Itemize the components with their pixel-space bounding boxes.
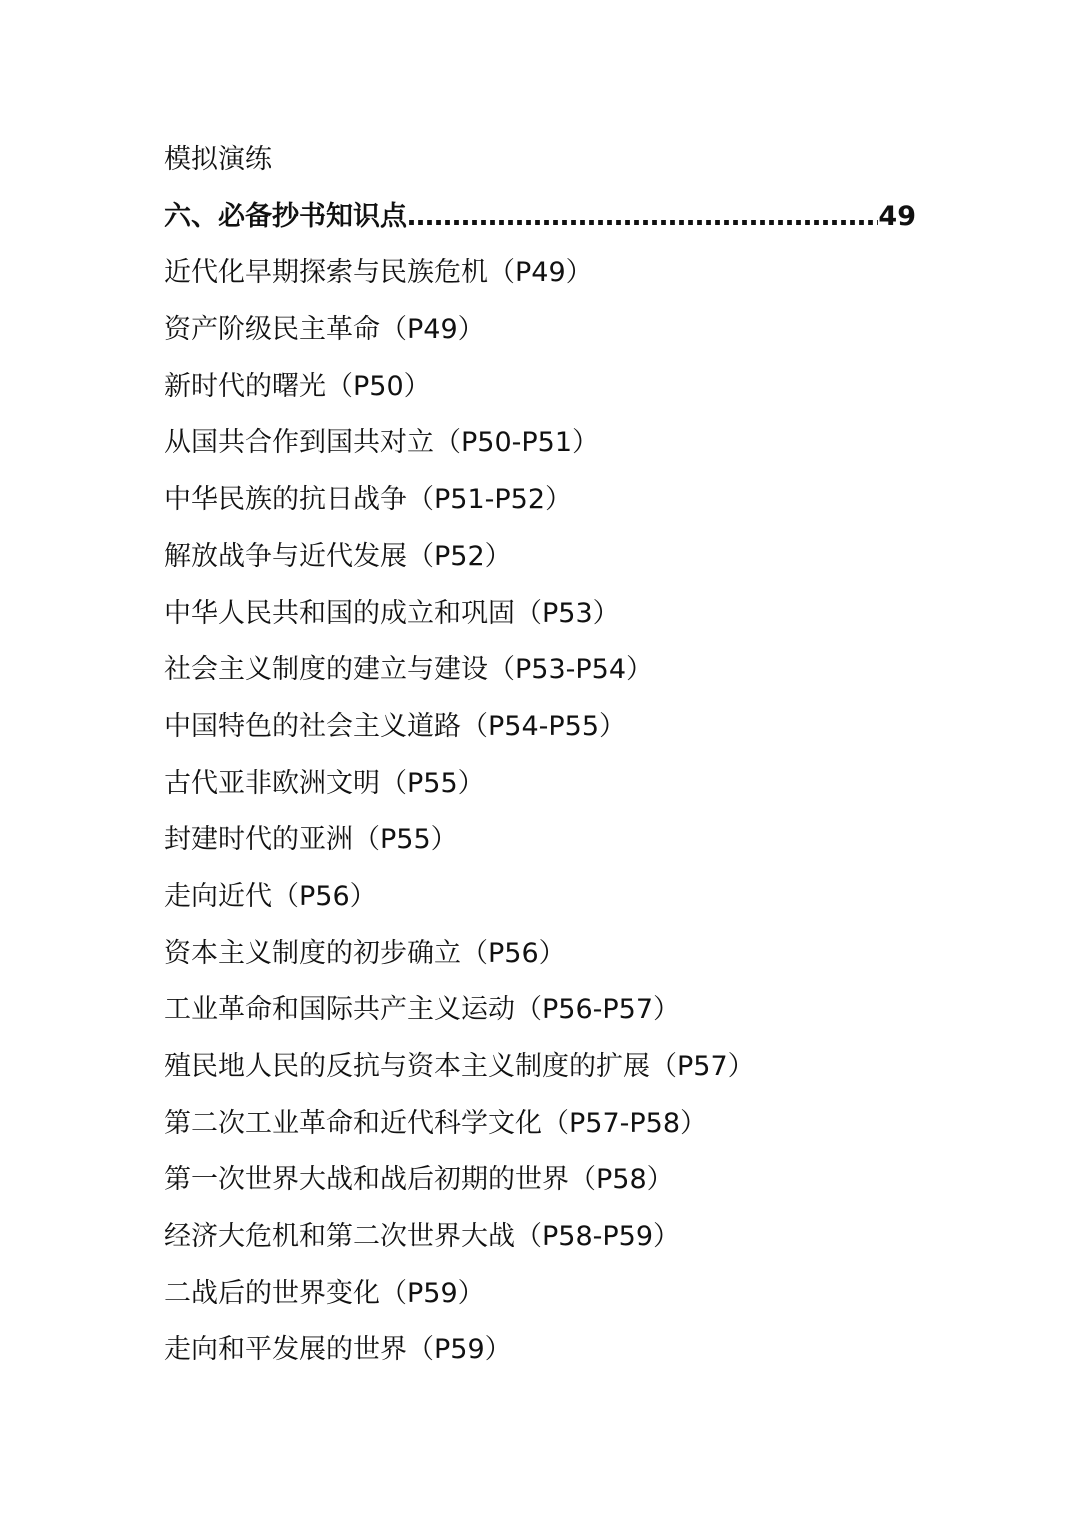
toc-entry: 封建时代的亚洲（P55） xyxy=(164,824,458,856)
toc-entry: 工业革命和国际共产主义运动（P56-P57） xyxy=(164,994,681,1026)
dot-leader xyxy=(407,189,878,246)
toc-item-simulation-practice: 模拟演练 xyxy=(164,144,272,175)
toc-entry: 经济大危机和第二次世界大战（P58-P59） xyxy=(164,1221,681,1253)
toc-entry: 解放战争与近代发展（P52） xyxy=(164,540,512,572)
section-page-number: 49 xyxy=(878,200,916,232)
toc-entry: 资本主义制度的初步确立（P56） xyxy=(164,937,566,969)
toc-entry: 资产阶级民主革命（P49） xyxy=(164,314,485,346)
toc-entry: 中华民族的抗日战争（P51-P52） xyxy=(164,484,573,516)
toc-entry: 殖民地人民的反抗与资本主义制度的扩展（P57） xyxy=(164,1051,755,1082)
toc-entry: 中国特色的社会主义道路（P54-P55） xyxy=(164,710,627,742)
toc-entry: 走向和平发展的世界（P59） xyxy=(164,1334,512,1366)
toc-entry: 第一次世界大战和战后初期的世界（P58） xyxy=(164,1164,674,1196)
toc-entry: 中华人民共和国的成立和巩固（P53） xyxy=(164,597,620,629)
section-title: 六、必备抄书知识点 xyxy=(164,200,407,232)
toc-entry: 社会主义制度的建立与建设（P53-P54） xyxy=(164,654,654,686)
toc-section-heading xyxy=(164,189,916,246)
toc-entry: 走向近代（P56） xyxy=(164,880,377,912)
table-of-contents xyxy=(164,132,924,1379)
toc-entry: 二战后的世界变化（P59） xyxy=(164,1277,485,1309)
toc-entry: 近代化早期探索与民族危机（P49） xyxy=(164,257,593,289)
toc-entry: 新时代的曙光（P50） xyxy=(164,370,431,402)
toc-entry: 从国共合作到国共对立（P50-P51） xyxy=(164,427,600,459)
toc-entry: 第二次工业革命和近代科学文化（P57-P58） xyxy=(164,1107,708,1139)
toc-entry: 古代亚非欧洲文明（P55） xyxy=(164,767,485,799)
